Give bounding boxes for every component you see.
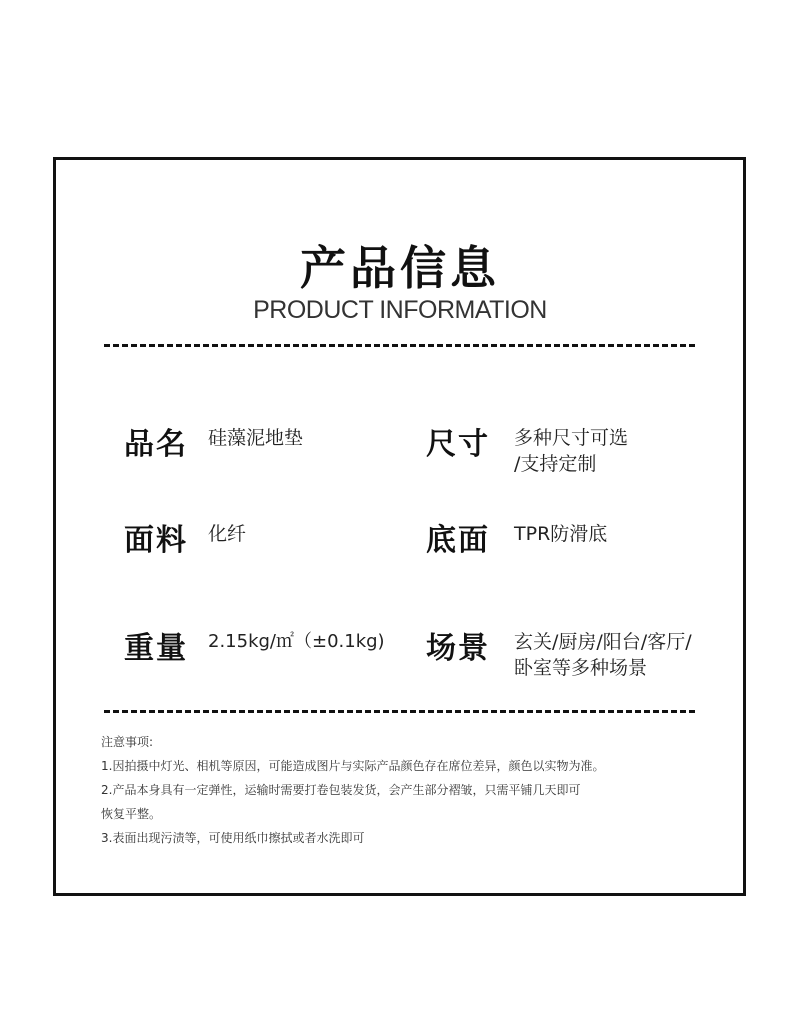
- top-dashed-divider: [104, 344, 695, 347]
- name-value: 硅藻泥地垫: [208, 427, 304, 449]
- size-value-line2: /支持定制: [514, 453, 597, 475]
- page-subtitle: PRODUCT INFORMATION: [253, 296, 547, 324]
- page-title: 产品信息: [300, 241, 500, 295]
- note-item-2-line1: 2.产品本身具有一定弹性，运输时需要打卷包装发货，会产生部分褶皱，只需平铺几天即可: [101, 783, 581, 797]
- note-item-2-line2: 恢复平整。: [101, 807, 162, 821]
- bottom-label: 底面: [426, 523, 490, 558]
- notes-heading: 注意事项:: [101, 735, 154, 749]
- scene-value-line1: 玄关/厨房/阳台/客厅/: [514, 631, 692, 653]
- fabric-label: 面料: [124, 523, 188, 558]
- bottom-dashed-divider: [104, 710, 695, 713]
- notes-section: [101, 730, 721, 850]
- note-item-3: 3.表面出现污渍等，可使用纸巾擦拭或者水洗即可: [101, 831, 365, 845]
- fabric-value: 化纤: [208, 523, 247, 545]
- size-label: 尺寸: [426, 427, 490, 462]
- weight-label: 重量: [124, 631, 188, 666]
- note-item-1: 1.因拍摄中灯光、相机等原因，可能造成图片与实际产品颜色存在席位差异，颜色以实物为准。: [101, 759, 605, 773]
- bottom-value: TPR防滑底: [514, 523, 608, 545]
- scene-label: 场景: [426, 631, 490, 666]
- size-value-line1: 多种尺寸可选: [514, 427, 629, 449]
- name-label: 品名: [124, 427, 188, 462]
- weight-value: 2.15kg/㎡（±0.1kg): [208, 631, 385, 652]
- scene-value-line2: 卧室等多种场景: [514, 657, 648, 679]
